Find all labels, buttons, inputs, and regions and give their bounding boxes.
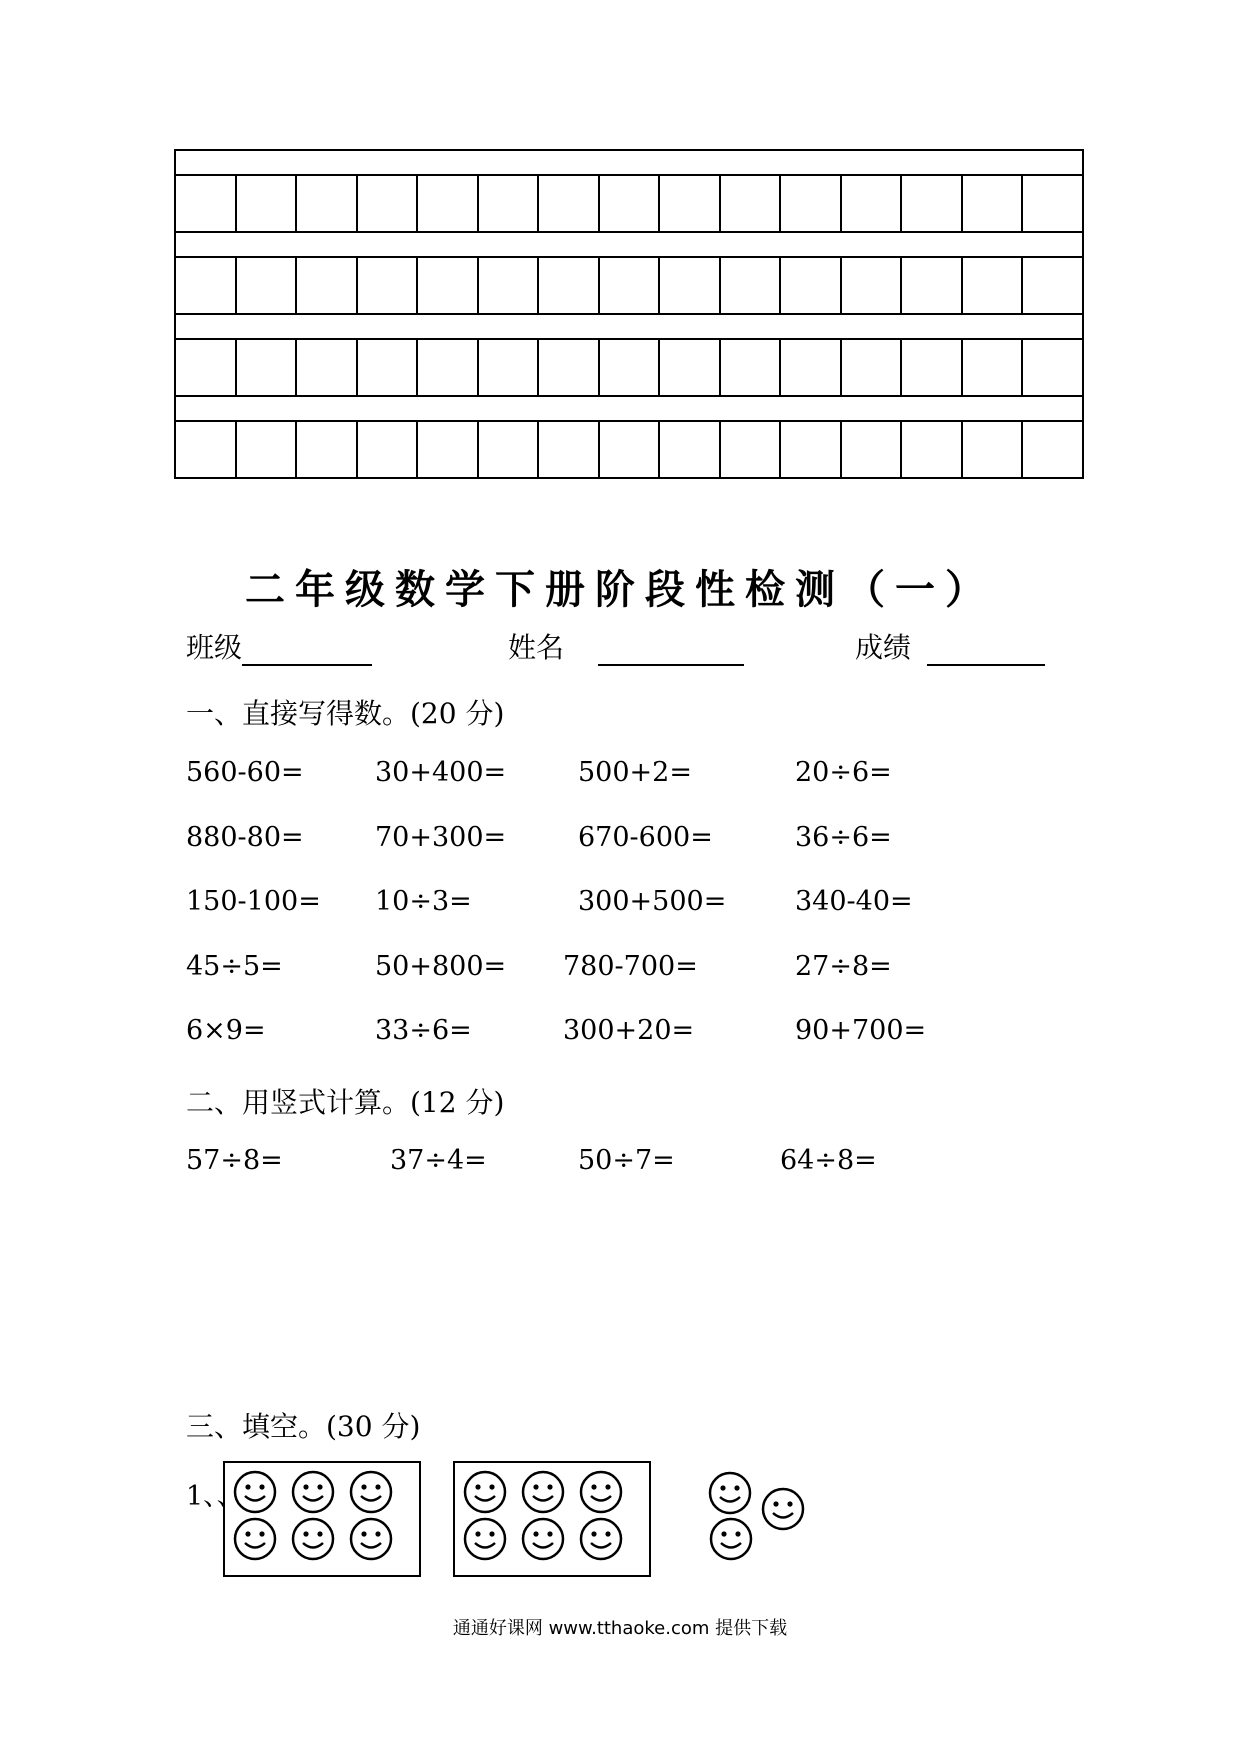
grid-cell[interactable] xyxy=(963,340,1024,395)
arithmetic-problem: 30+400= xyxy=(375,757,507,788)
smiley-face-icon xyxy=(579,1470,623,1514)
arithmetic-problem: 20÷6= xyxy=(795,757,892,788)
grid-row xyxy=(176,422,1082,477)
grid-cell[interactable] xyxy=(600,422,661,477)
grid-cell[interactable] xyxy=(902,422,963,477)
grid-cell[interactable] xyxy=(660,176,721,231)
name-blank[interactable] xyxy=(598,636,744,666)
grid-cell[interactable] xyxy=(418,176,479,231)
arithmetic-problem: 33÷6= xyxy=(375,1015,472,1046)
grid-row xyxy=(176,340,1082,397)
grid-cell[interactable] xyxy=(418,340,479,395)
class-field xyxy=(186,626,372,666)
section-3-heading: 三、填空。(30 分) xyxy=(186,1410,421,1443)
grid-cell[interactable] xyxy=(1023,176,1082,231)
grid-cell[interactable] xyxy=(660,258,721,313)
arithmetic-problem: 10÷3= xyxy=(375,886,472,917)
arithmetic-problem: 6×9= xyxy=(186,1015,266,1046)
smiley-face-icon xyxy=(521,1470,565,1514)
smiley-face-icon xyxy=(579,1517,623,1561)
grid-cell[interactable] xyxy=(902,176,963,231)
grid-cell[interactable] xyxy=(237,340,298,395)
grid-cell[interactable] xyxy=(842,258,903,313)
smiley-face-icon xyxy=(521,1517,565,1561)
vertical-calc-item: 50÷7= xyxy=(578,1145,675,1176)
arithmetic-problem: 300+500= xyxy=(578,886,727,917)
grid-cell[interactable] xyxy=(781,176,842,231)
grid-cell[interactable] xyxy=(660,340,721,395)
score-field xyxy=(855,626,1045,666)
grid-cell[interactable] xyxy=(479,176,540,231)
grid-cell[interactable] xyxy=(721,340,782,395)
score-label: 成绩 xyxy=(855,631,912,664)
problem-row xyxy=(0,822,1240,862)
grid-cell[interactable] xyxy=(539,176,600,231)
grid-cell[interactable] xyxy=(539,340,600,395)
arithmetic-problem: 300+20= xyxy=(563,1015,695,1046)
arithmetic-problem: 150-100= xyxy=(186,886,321,917)
grid-cell[interactable] xyxy=(176,258,237,313)
grid-cell[interactable] xyxy=(237,422,298,477)
grid-cell[interactable] xyxy=(660,422,721,477)
grid-cell[interactable] xyxy=(600,340,661,395)
smiley-face-icon xyxy=(291,1517,335,1561)
vertical-calc-item: 57÷8= xyxy=(186,1145,283,1176)
smiley-face-icon xyxy=(291,1470,335,1514)
vertical-calc-item: 37÷4= xyxy=(390,1145,487,1176)
grid-cell[interactable] xyxy=(539,258,600,313)
grid-cell[interactable] xyxy=(1023,340,1082,395)
smiley-face-icon xyxy=(463,1517,507,1561)
grid-cell[interactable] xyxy=(781,258,842,313)
smiley-face-icon xyxy=(349,1517,393,1561)
arithmetic-problem: 500+2= xyxy=(578,757,692,788)
grid-cell[interactable] xyxy=(963,422,1024,477)
grid-cell[interactable] xyxy=(358,340,419,395)
grid-cell[interactable] xyxy=(902,258,963,313)
grid-cell[interactable] xyxy=(418,422,479,477)
q1-label: 1、、 xyxy=(186,1481,244,1512)
grid-cell[interactable] xyxy=(358,422,419,477)
grid-cell[interactable] xyxy=(600,258,661,313)
grid-cell[interactable] xyxy=(418,258,479,313)
score-blank[interactable] xyxy=(927,636,1045,666)
class-label: 班级 xyxy=(186,631,243,664)
grid-row xyxy=(176,258,1082,315)
footer-source: 通通好课网 www.tthaoke.com 提供下载 xyxy=(452,1618,788,1639)
grid-cell[interactable] xyxy=(297,258,358,313)
grid-cell[interactable] xyxy=(176,422,237,477)
arithmetic-problem: 90+700= xyxy=(795,1015,927,1046)
grid-cell[interactable] xyxy=(1023,422,1082,477)
grid-cell[interactable] xyxy=(479,340,540,395)
grid-row xyxy=(176,176,1082,233)
arithmetic-problem: 560-60= xyxy=(186,757,304,788)
arithmetic-problem: 70+300= xyxy=(375,822,507,853)
grid-cell[interactable] xyxy=(237,176,298,231)
grid-cell[interactable] xyxy=(176,176,237,231)
smiley-face-icon xyxy=(708,1471,752,1515)
arithmetic-problem: 50+800= xyxy=(375,951,507,982)
section-2-row xyxy=(0,1145,1240,1185)
arithmetic-problem: 780-700= xyxy=(563,951,698,982)
smiley-face-icon xyxy=(349,1470,393,1514)
problem-row xyxy=(0,1015,1240,1055)
smiley-face-icon xyxy=(233,1470,277,1514)
section-1-heading: 一、直接写得数。(20 分) xyxy=(186,697,505,730)
grid-cell[interactable] xyxy=(781,340,842,395)
problem-row xyxy=(0,951,1240,991)
section-2-heading: 二、用竖式计算。(12 分) xyxy=(186,1086,505,1119)
smiley-face-icon xyxy=(233,1517,277,1561)
grid-cell[interactable] xyxy=(963,258,1024,313)
grid-cell[interactable] xyxy=(963,176,1024,231)
grid-cell[interactable] xyxy=(902,340,963,395)
grid-cell[interactable] xyxy=(539,422,600,477)
name-field xyxy=(508,626,744,666)
grid-cell[interactable] xyxy=(842,176,903,231)
grid-cell[interactable] xyxy=(176,340,237,395)
smiley-face-icon xyxy=(761,1487,805,1531)
arithmetic-problem: 880-80= xyxy=(186,822,304,853)
writing-grid xyxy=(174,149,1084,479)
arithmetic-problem: 36÷6= xyxy=(795,822,892,853)
problem-row xyxy=(0,757,1240,797)
grid-spacer-row xyxy=(176,233,1082,258)
grid-spacer-row xyxy=(176,315,1082,340)
grid-cell[interactable] xyxy=(600,176,661,231)
page-title: 二年级数学下册阶段性检测（一） xyxy=(245,567,995,613)
grid-cell[interactable] xyxy=(479,258,540,313)
problem-row xyxy=(0,886,1240,926)
class-blank[interactable] xyxy=(242,636,372,666)
grid-cell[interactable] xyxy=(721,258,782,313)
grid-spacer-row xyxy=(176,151,1082,176)
grid-cell[interactable] xyxy=(842,422,903,477)
grid-cell[interactable] xyxy=(358,176,419,231)
grid-cell[interactable] xyxy=(842,340,903,395)
grid-cell[interactable] xyxy=(237,258,298,313)
name-label: 姓名 xyxy=(508,631,565,664)
grid-cell[interactable] xyxy=(358,258,419,313)
grid-cell[interactable] xyxy=(721,422,782,477)
grid-cell[interactable] xyxy=(721,176,782,231)
grid-cell[interactable] xyxy=(1023,258,1082,313)
grid-cell[interactable] xyxy=(297,340,358,395)
arithmetic-problem: 45÷5= xyxy=(186,951,283,982)
arithmetic-problem: 340-40= xyxy=(795,886,913,917)
arithmetic-problem: 27÷8= xyxy=(795,951,892,982)
arithmetic-problem: 670-600= xyxy=(578,822,713,853)
grid-spacer-row xyxy=(176,397,1082,422)
grid-cell[interactable] xyxy=(297,176,358,231)
vertical-calc-item: 64÷8= xyxy=(780,1145,877,1176)
smiley-face-icon xyxy=(463,1470,507,1514)
grid-cell[interactable] xyxy=(479,422,540,477)
grid-cell[interactable] xyxy=(297,422,358,477)
smiley-face-icon xyxy=(709,1517,753,1561)
grid-cell[interactable] xyxy=(781,422,842,477)
